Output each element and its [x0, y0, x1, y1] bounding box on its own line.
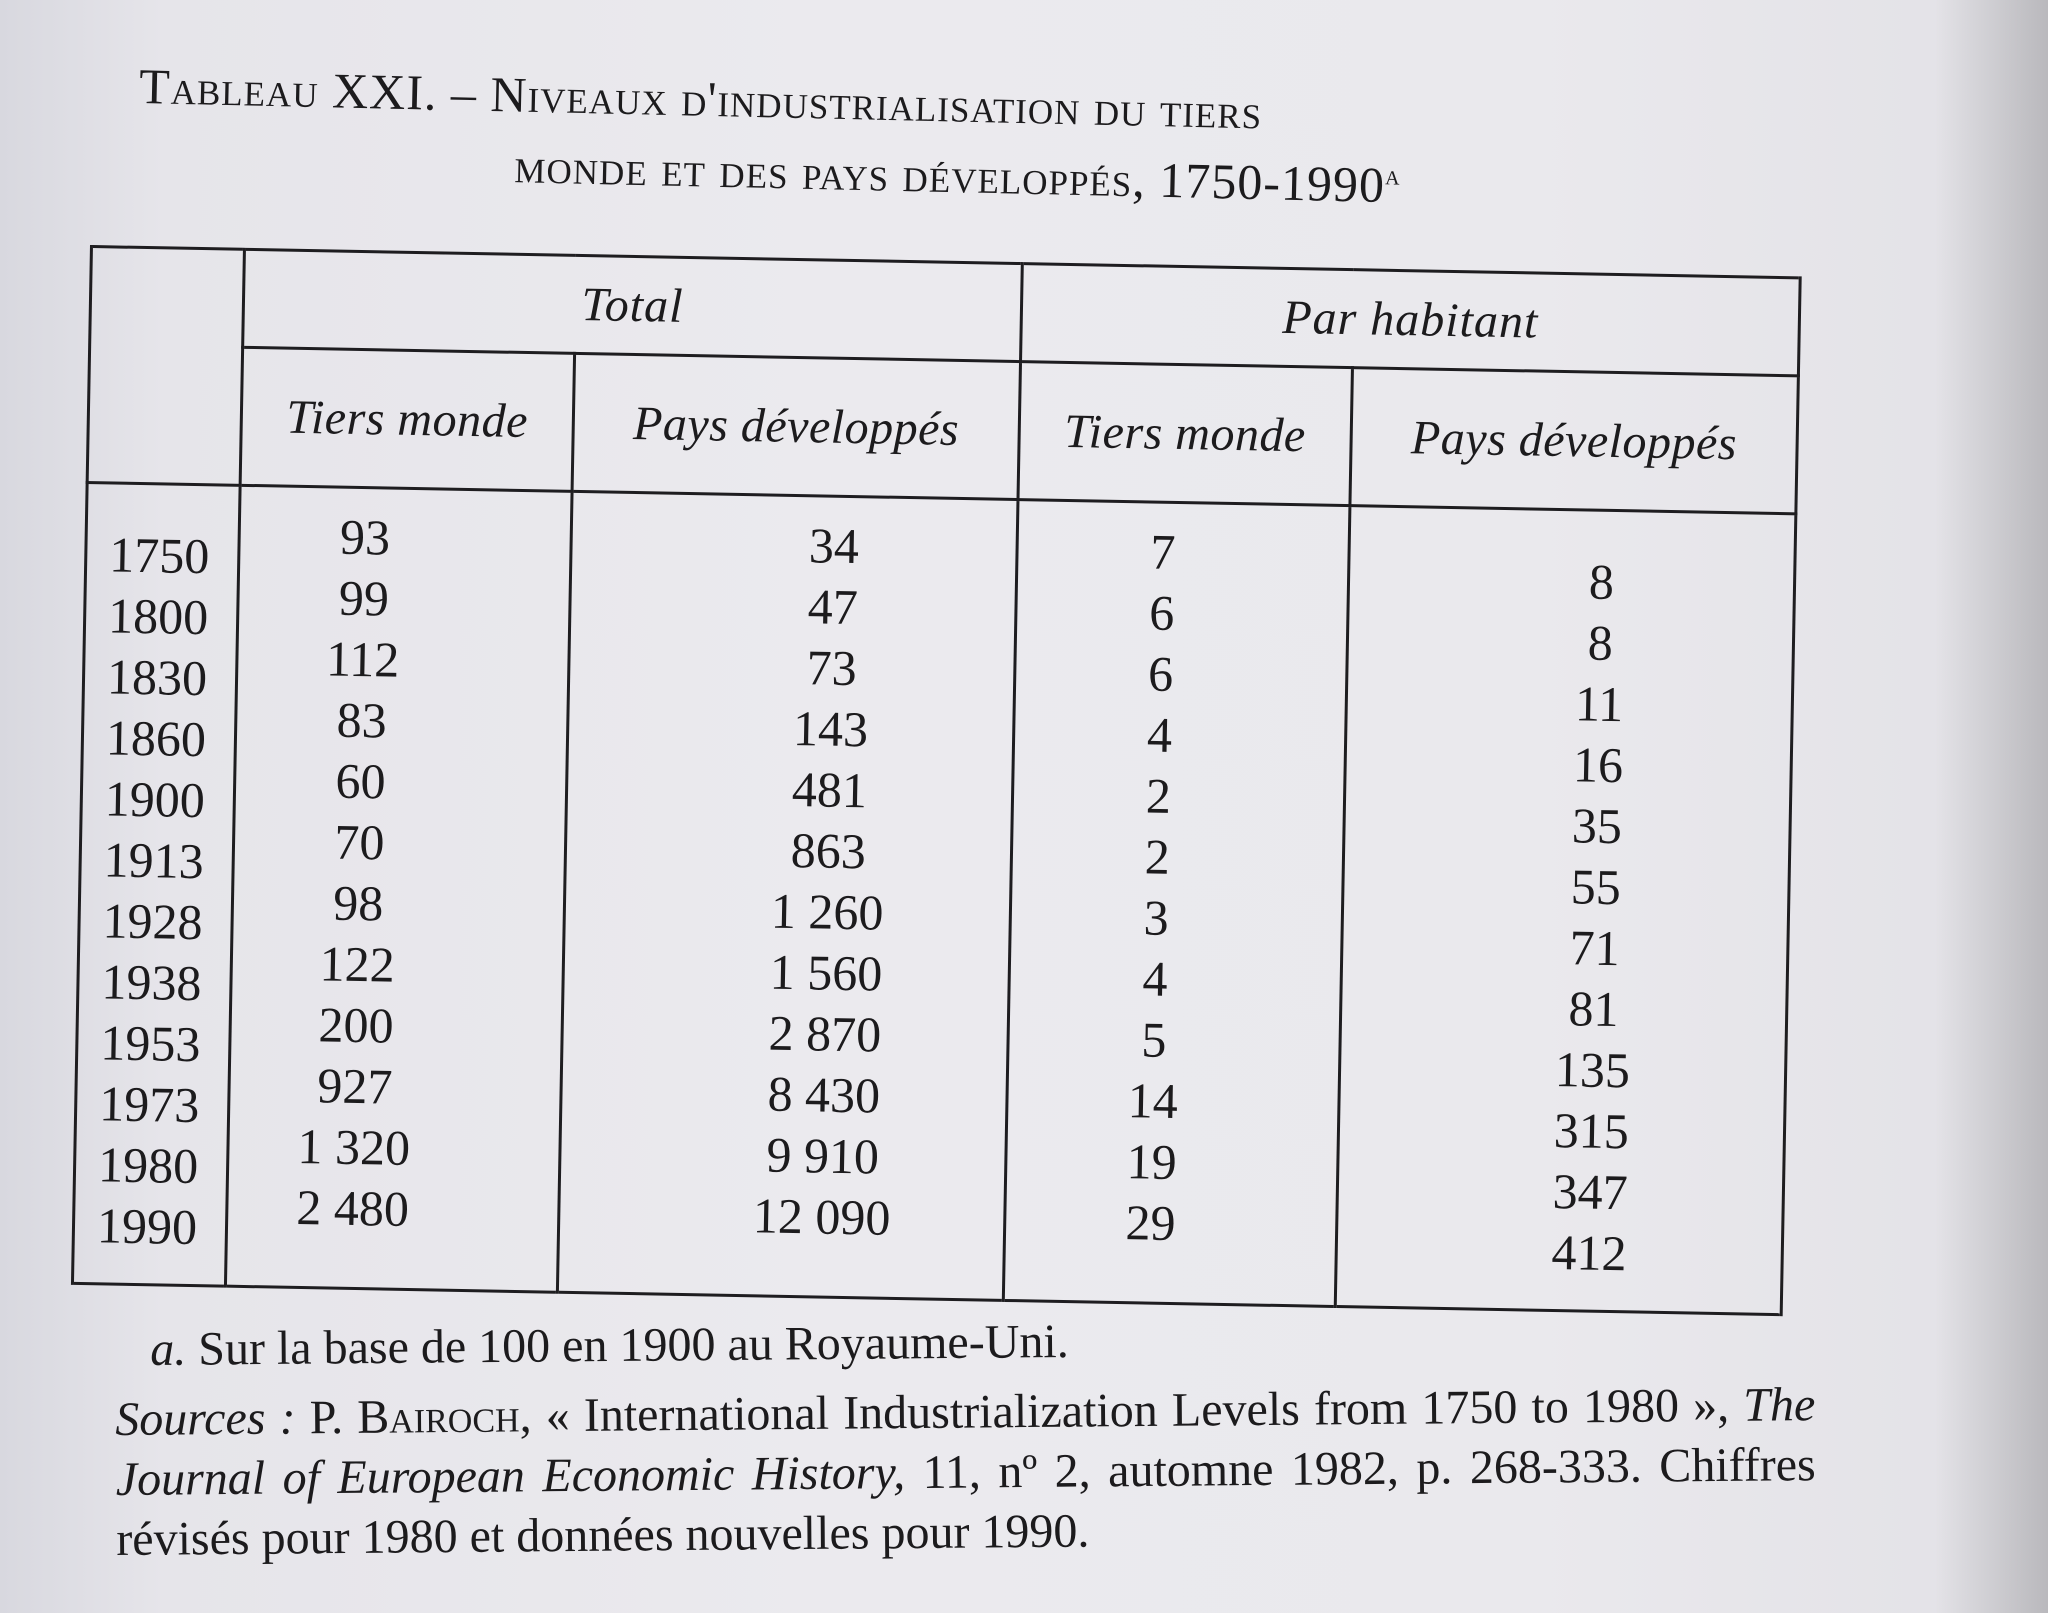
year-cell: 1800 [107, 587, 209, 646]
year-cell: 1860 [105, 709, 207, 768]
total-pays-developpes-cell: 8 430 [767, 1065, 881, 1124]
sources-label: Sources : [115, 1391, 296, 1446]
hab-pays-developpes-cell: 35 [1571, 797, 1623, 855]
hab-pays-developpes-cell: 412 [1551, 1223, 1628, 1282]
sources-article-title: « International Industrialization Levels from 1750 to 1980 », [545, 1378, 1730, 1443]
total-pays-developpes-cell: 1 560 [769, 943, 883, 1002]
hab-pays-developpes-cell: 81 [1568, 980, 1620, 1038]
total-tiers-monde-cell: 93 [339, 508, 391, 566]
hab-tiers-monde-cell: 19 [1126, 1133, 1178, 1191]
hab-tiers-monde-cell: 29 [1125, 1194, 1177, 1252]
total-pays-developpes-cell: 1 260 [770, 882, 884, 941]
hab-pays-developpes-cell: 71 [1569, 919, 1621, 977]
hab-tiers-monde-cell: 4 [1146, 706, 1173, 763]
total-pays-developpes-cell: 481 [791, 760, 868, 819]
table-body-row [72, 482, 1795, 1314]
title-line-2-text: monde et des pays développés, 1750-1990 [513, 137, 1386, 213]
hab-tiers-monde-cell: 5 [1140, 1011, 1167, 1068]
sources-journal: The Journal of European Economic History, [115, 1378, 1816, 1506]
total-pays-developpes-cell: 12 090 [752, 1187, 891, 1246]
total-tiers-monde-cell: 122 [319, 935, 396, 993]
hab-pays-developpes-cell: 347 [1552, 1162, 1629, 1221]
hab-tiers-monde-cell: 6 [1147, 645, 1174, 702]
footnote [150, 1305, 1850, 1380]
total-tiers-monde-cell: 200 [318, 996, 395, 1054]
hab-pays-developpes-cell: 16 [1572, 736, 1624, 794]
total-tiers-monde-cell: 98 [332, 874, 384, 932]
year-cell: 1913 [103, 831, 205, 890]
total-tiers-monde-cell: 99 [338, 569, 390, 627]
sub-header-total-tiers-monde: Tiers monde [240, 347, 574, 491]
year-cell: 1990 [96, 1197, 198, 1256]
footnote-letter: a. [150, 1322, 187, 1376]
hab-pays-developpes-cell: 11 [1574, 675, 1624, 733]
total-pays-developpes-cell: 47 [807, 578, 859, 636]
hab-tiers-monde-column [1003, 500, 1349, 1307]
sources-note [115, 1375, 1817, 1570]
year-cell: 1830 [106, 648, 208, 707]
hab-tiers-monde-cell: 7 [1149, 523, 1176, 580]
hab-pays-developpes-cell: 55 [1570, 858, 1622, 916]
hab-tiers-monde-cell: 6 [1148, 584, 1175, 641]
total-tiers-monde-cell: 2 480 [295, 1178, 410, 1238]
industrialization-table [71, 245, 1802, 1316]
total-pays-developpes-cell: 2 870 [768, 1004, 882, 1063]
hab-pays-developpes-column [1335, 506, 1796, 1315]
total-pays-developpes-column [557, 491, 1018, 1300]
year-cell: 1750 [108, 526, 210, 585]
total-tiers-monde-cell: 60 [335, 752, 387, 810]
total-pays-developpes-cell: 9 910 [765, 1126, 880, 1185]
hab-pays-developpes-cell: 8 [1588, 553, 1615, 610]
hab-tiers-monde-cell: 14 [1127, 1072, 1179, 1130]
year-cell: 1980 [97, 1136, 199, 1195]
group-header-par-habitant: Par habitant [1021, 264, 1801, 376]
total-tiers-monde-cell: 83 [336, 691, 388, 749]
hab-pays-developpes-cell: 315 [1553, 1101, 1630, 1160]
group-header-total: Total [243, 249, 1023, 361]
year-cell: 1973 [98, 1075, 200, 1134]
sources-author: P. Bairoch, [309, 1389, 532, 1445]
total-tiers-monde-cell: 112 [325, 630, 400, 688]
sub-header-total-pays-developpes: Pays développés [572, 353, 1021, 499]
year-column [72, 482, 240, 1286]
hab-tiers-monde-cell: 2 [1144, 828, 1171, 885]
stub-header [87, 247, 244, 486]
total-pays-developpes-cell: 143 [792, 699, 869, 758]
year-cell: 1900 [104, 770, 206, 829]
table-title [137, 55, 1740, 224]
total-tiers-monde-cell: 70 [333, 813, 385, 871]
hab-tiers-monde-cell: 2 [1145, 767, 1172, 824]
industrialization-table-wrapper [71, 245, 1802, 1316]
year-cell: 1938 [100, 953, 203, 1012]
year-cell: 1928 [102, 892, 204, 951]
year-cell: 1953 [99, 1014, 201, 1073]
total-pays-developpes-cell: 73 [806, 639, 858, 697]
sub-header-hab-pays-developpes: Pays développés [1350, 368, 1799, 514]
hab-tiers-monde-cell: 4 [1142, 950, 1169, 1007]
hab-pays-developpes-cell: 135 [1554, 1040, 1631, 1099]
hab-tiers-monde-cell: 3 [1143, 889, 1170, 946]
total-tiers-monde-column [225, 485, 571, 1292]
total-tiers-monde-cell: 1 320 [297, 1117, 411, 1177]
sub-header-hab-tiers-monde: Tiers monde [1018, 362, 1352, 506]
title-footnote-marker: a [1384, 160, 1401, 192]
total-pays-developpes-cell: 34 [808, 517, 860, 575]
footnote-text: Sur la base de 100 en 1900 au Royaume-Uni. [198, 1314, 1069, 1376]
total-pays-developpes-cell: 863 [790, 821, 867, 880]
hab-pays-developpes-cell: 8 [1587, 614, 1614, 671]
sources-details: 11, nº 2, automne 1982, p. 268-333. Chiffres révisés pour 1980 et données nouvelles pour 1990. [116, 1438, 1816, 1566]
title-line-1-text: Tableau XXI. – Niveaux d'industrialisation du tiers [138, 57, 1263, 140]
total-tiers-monde-cell: 927 [316, 1057, 393, 1115]
